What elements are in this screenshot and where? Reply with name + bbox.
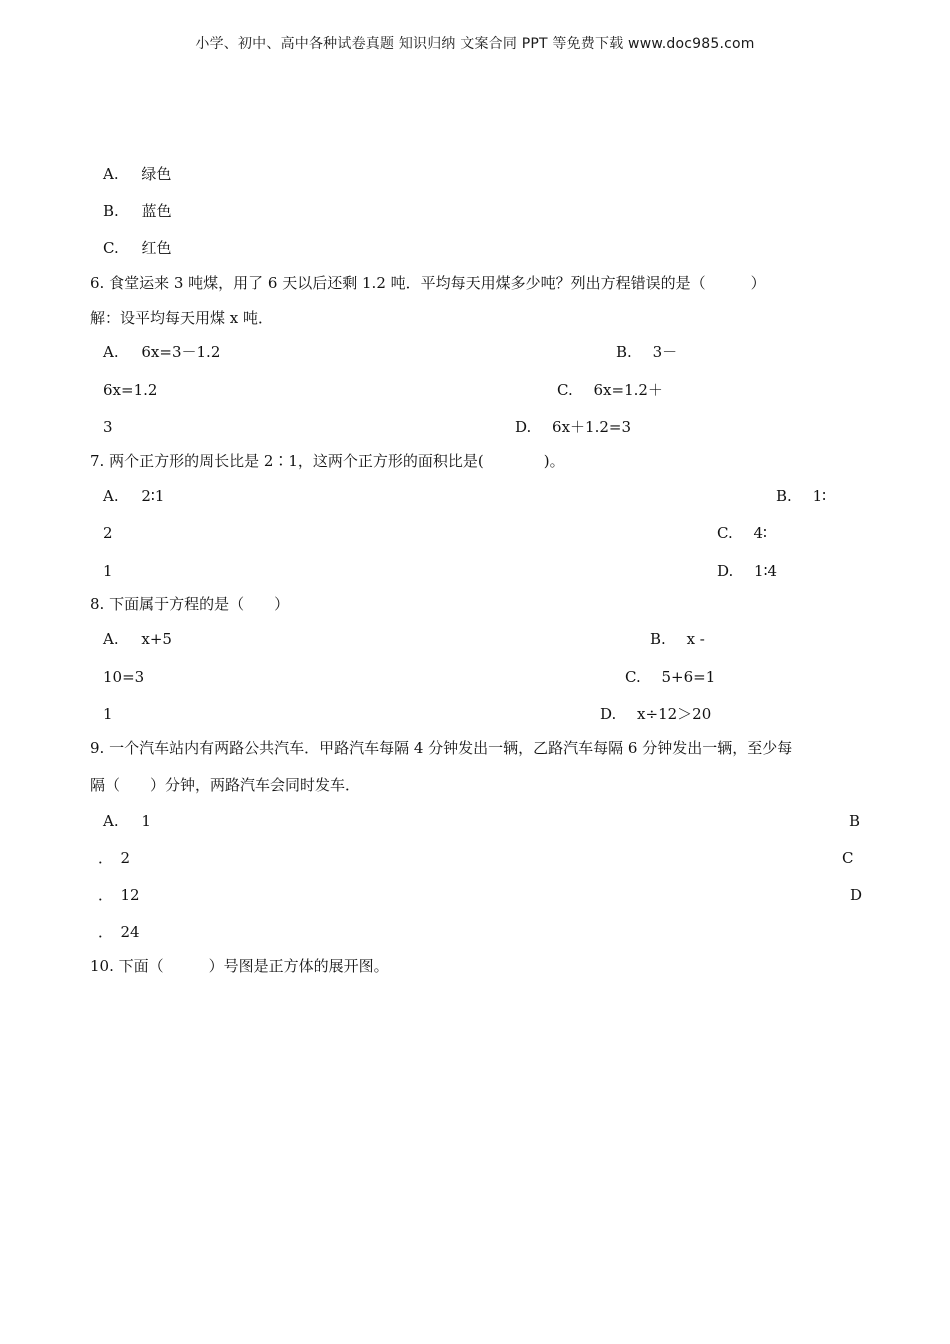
- q9-option-a-label: A.: [103, 812, 119, 830]
- q8-option-b-text: x -: [686, 630, 705, 648]
- q7-option-d: [717, 561, 777, 581]
- q9-option-d-continued: ． 24: [98, 923, 140, 941]
- q9-option-c-label: C: [842, 849, 854, 867]
- q6-option-c-label: C.: [557, 381, 573, 399]
- q7-option-a-label: A.: [103, 487, 119, 505]
- q6-option-c-continued: 3: [103, 418, 113, 436]
- q9-option-b-continued: ． 2: [98, 849, 131, 867]
- q7-option-c-label: C.: [717, 524, 733, 542]
- q6-solution: 解：设平均每天用煤 x 吨．: [90, 309, 273, 327]
- q8-option-b-continued: 10=3: [103, 668, 145, 686]
- q8-option-a: [103, 629, 172, 649]
- q8-option-d: [600, 704, 711, 724]
- q8-option-c-continued: 1: [103, 705, 113, 723]
- q7-option-b-continued: 2: [103, 524, 113, 542]
- q9-option-d-label: D: [850, 886, 863, 904]
- q5-option-b: [103, 201, 172, 221]
- q9-stem-line1: 9. 一个汽车站内有两路公共汽车．甲路汽车每隔 4 分钟发出一辆，乙路汽车每隔 6 分钟发出一辆，至少每: [90, 739, 793, 757]
- q7-option-a: [103, 486, 164, 506]
- site-header: 小学、初中、高中各种试卷真题 知识归纳 文案合同 PPT 等免费下载 www.doc985.com: [195, 36, 755, 52]
- q9-option-b-label: B: [849, 812, 861, 830]
- q6-option-a-label: A.: [103, 343, 119, 361]
- q9-option-a-text: 1: [141, 812, 151, 830]
- q8-option-c: [625, 667, 715, 687]
- q10-stem: 10. 下面（ ）号图是正方体的展开图。: [90, 957, 389, 975]
- q7-option-b-label: B.: [776, 487, 792, 505]
- q7-option-b: [776, 486, 826, 506]
- q8-stem: 8. 下面属于方程的是（ ）: [90, 595, 290, 613]
- q8-option-d-label: D.: [600, 705, 617, 723]
- q8-option-c-text: 5+6=1: [661, 668, 716, 686]
- q9-stem-line2: 隔（ ）分钟，两路汽车会同时发车．: [90, 776, 361, 794]
- q6-option-d-label: D.: [515, 418, 532, 436]
- q5-option-a: [103, 164, 171, 184]
- q5-option-b-label: B.: [103, 202, 119, 220]
- q6-option-d-text: 6x＋1.2=3: [552, 418, 632, 436]
- q6-option-c: [557, 380, 663, 400]
- q7-option-c-continued: 1: [103, 562, 113, 580]
- q6-option-b-label: B.: [616, 343, 632, 361]
- q5-option-c-label: C.: [103, 239, 119, 257]
- q6-option-b-text: 3－: [652, 343, 678, 361]
- q8-option-b: [650, 629, 705, 649]
- q9-option-a: [103, 811, 151, 831]
- q7-option-c: [717, 523, 767, 543]
- q7-stem: 7. 两个正方形的周长比是 2∶1，这两个正方形的面积比是( )。: [90, 452, 565, 470]
- q8-option-a-label: A.: [103, 630, 119, 648]
- q8-option-c-label: C.: [625, 668, 641, 686]
- q5-option-b-text: 蓝色: [141, 202, 172, 220]
- q6-option-a-text: 6x=3－1.2: [141, 343, 221, 361]
- q5-option-c: [103, 238, 172, 258]
- q6-option-a: [103, 342, 220, 362]
- q8-option-d-text: x÷12＞20: [637, 705, 712, 723]
- q6-option-d: [515, 417, 631, 437]
- q8-option-b-label: B.: [650, 630, 666, 648]
- q7-option-b-text: 1∶: [812, 487, 827, 505]
- q8-option-a-text: x+5: [141, 630, 172, 648]
- q6-option-c-text: 6x=1.2＋: [593, 381, 663, 399]
- q7-option-d-text: 1∶4: [754, 562, 778, 580]
- q6-stem: 6. 食堂运来 3 吨煤，用了 6 天以后还剩 1.2 吨．平均每天用煤多少吨？列出方程错误的是（ ）: [90, 274, 766, 292]
- q7-option-d-label: D.: [717, 562, 734, 580]
- q5-option-c-text: 红色: [141, 239, 172, 257]
- q5-option-a-label: A.: [103, 165, 119, 183]
- q7-option-c-text: 4∶: [753, 524, 767, 542]
- q6-option-b: [616, 342, 677, 362]
- q6-option-b-continued: 6x=1.2: [103, 381, 158, 399]
- q7-option-a-text: 2∶1: [141, 487, 165, 505]
- q5-option-a-text: 绿色: [141, 165, 172, 183]
- q9-option-c-continued: ． 12: [98, 886, 140, 904]
